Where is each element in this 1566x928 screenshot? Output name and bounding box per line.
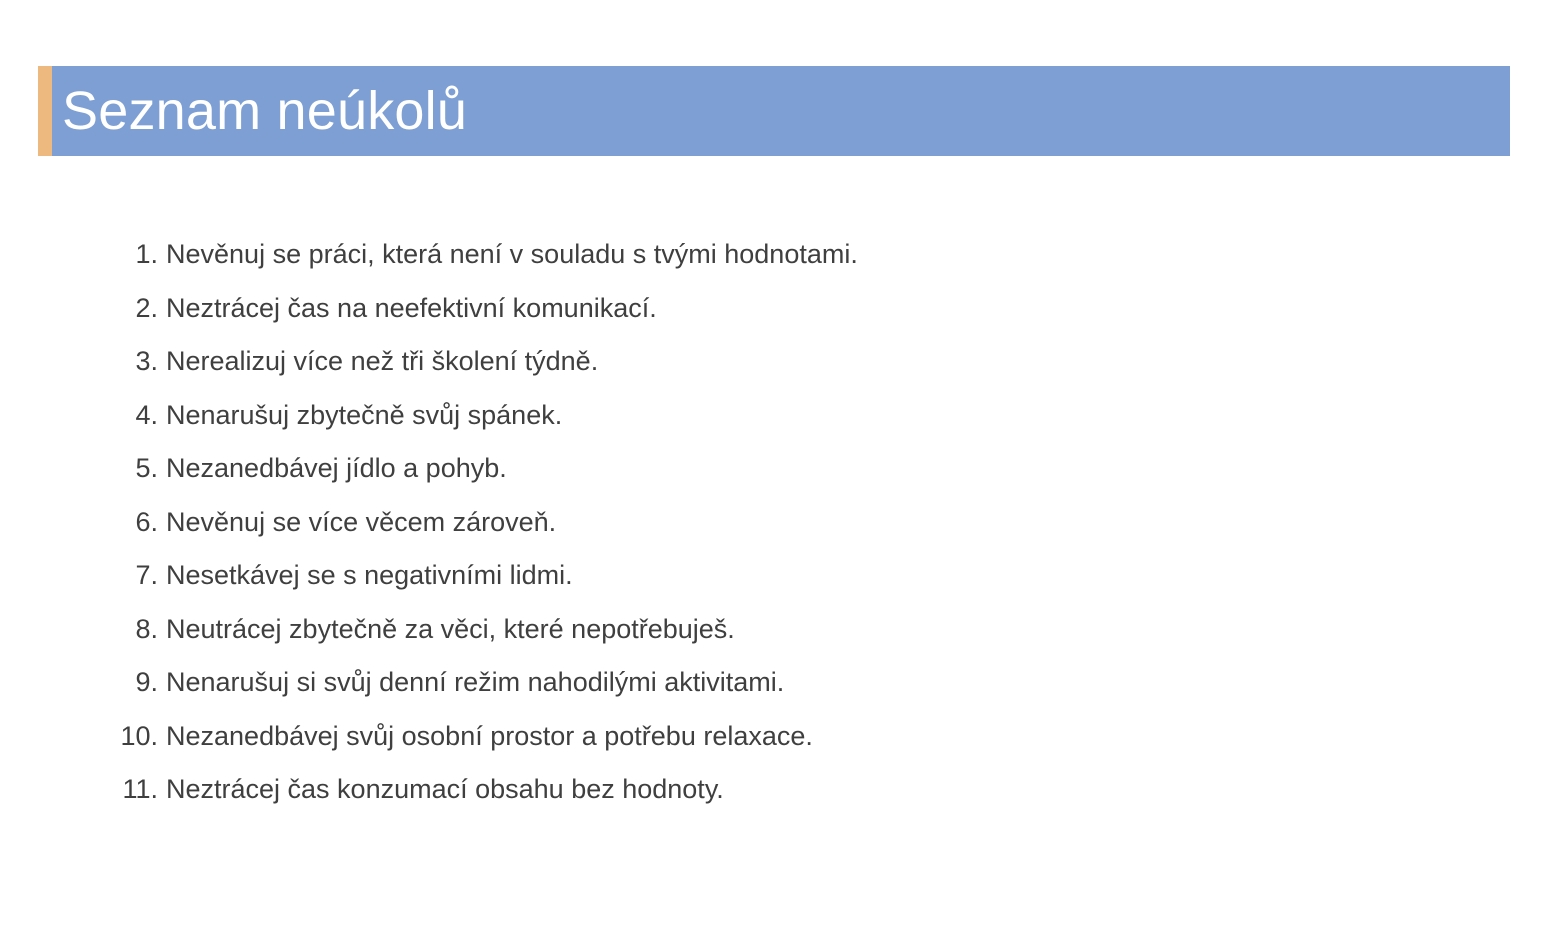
list-item — [100, 452, 1460, 485]
list-item-label: Nesetkávej se s negativními lidmi. — [166, 560, 573, 590]
list-item — [100, 720, 1460, 753]
list-item — [100, 613, 1460, 646]
list-item-number: 2. — [135, 292, 158, 323]
page-title: Seznam neúkolů — [62, 81, 468, 141]
list-item — [100, 345, 1460, 378]
list-item-label: Nerealizuj více než tři školení týdně. — [166, 346, 599, 376]
list-item-number: 4. — [135, 399, 158, 430]
list-item-label: Nevěnuj se práci, která není v souladu s tvými hodnotami. — [166, 239, 858, 269]
list-item — [100, 399, 1460, 432]
list-item-number: 1. — [135, 239, 158, 269]
list-item-label: Nenarušuj zbytečně svůj spánek. — [166, 399, 563, 430]
list-item-number: 10. — [120, 720, 158, 751]
list-item-label: Nenarušuj si svůj denní režim nahodilými aktivitami. — [166, 667, 785, 697]
list-item-number: 3. — [135, 346, 158, 376]
list-item-number: 9. — [135, 667, 158, 697]
list-item — [100, 506, 1460, 539]
list-item — [100, 292, 1460, 325]
list-item — [100, 666, 1460, 699]
list-item-label: Nezanedbávej jídlo a pohyb. — [166, 453, 507, 483]
list-item — [100, 773, 1460, 806]
list-item-number: 6. — [135, 506, 158, 537]
list-item-number: 7. — [135, 560, 158, 590]
list-item-number: 5. — [135, 453, 158, 483]
list-item-label: Neztrácej čas na neefektivní komunikací. — [166, 292, 657, 323]
list-item — [100, 559, 1460, 592]
list-item-label: Neztrácej čas konzumací obsahu bez hodnoty. — [166, 774, 724, 804]
list-item-number: 11. — [122, 774, 158, 804]
list-item-label: Neutrácej zbytečně za věci, které nepotřebuješ. — [166, 613, 735, 644]
list-item — [100, 238, 1460, 271]
numbered-list — [100, 238, 1460, 827]
title-accent-bar — [38, 66, 52, 156]
list-item-number: 8. — [135, 613, 158, 644]
list-item-label: Nevěnuj se více věcem zároveň. — [166, 506, 557, 537]
slide-title-bar — [38, 66, 1510, 156]
list-item-label: Nezanedbávej svůj osobní prostor a potřebu relaxace. — [166, 720, 813, 751]
